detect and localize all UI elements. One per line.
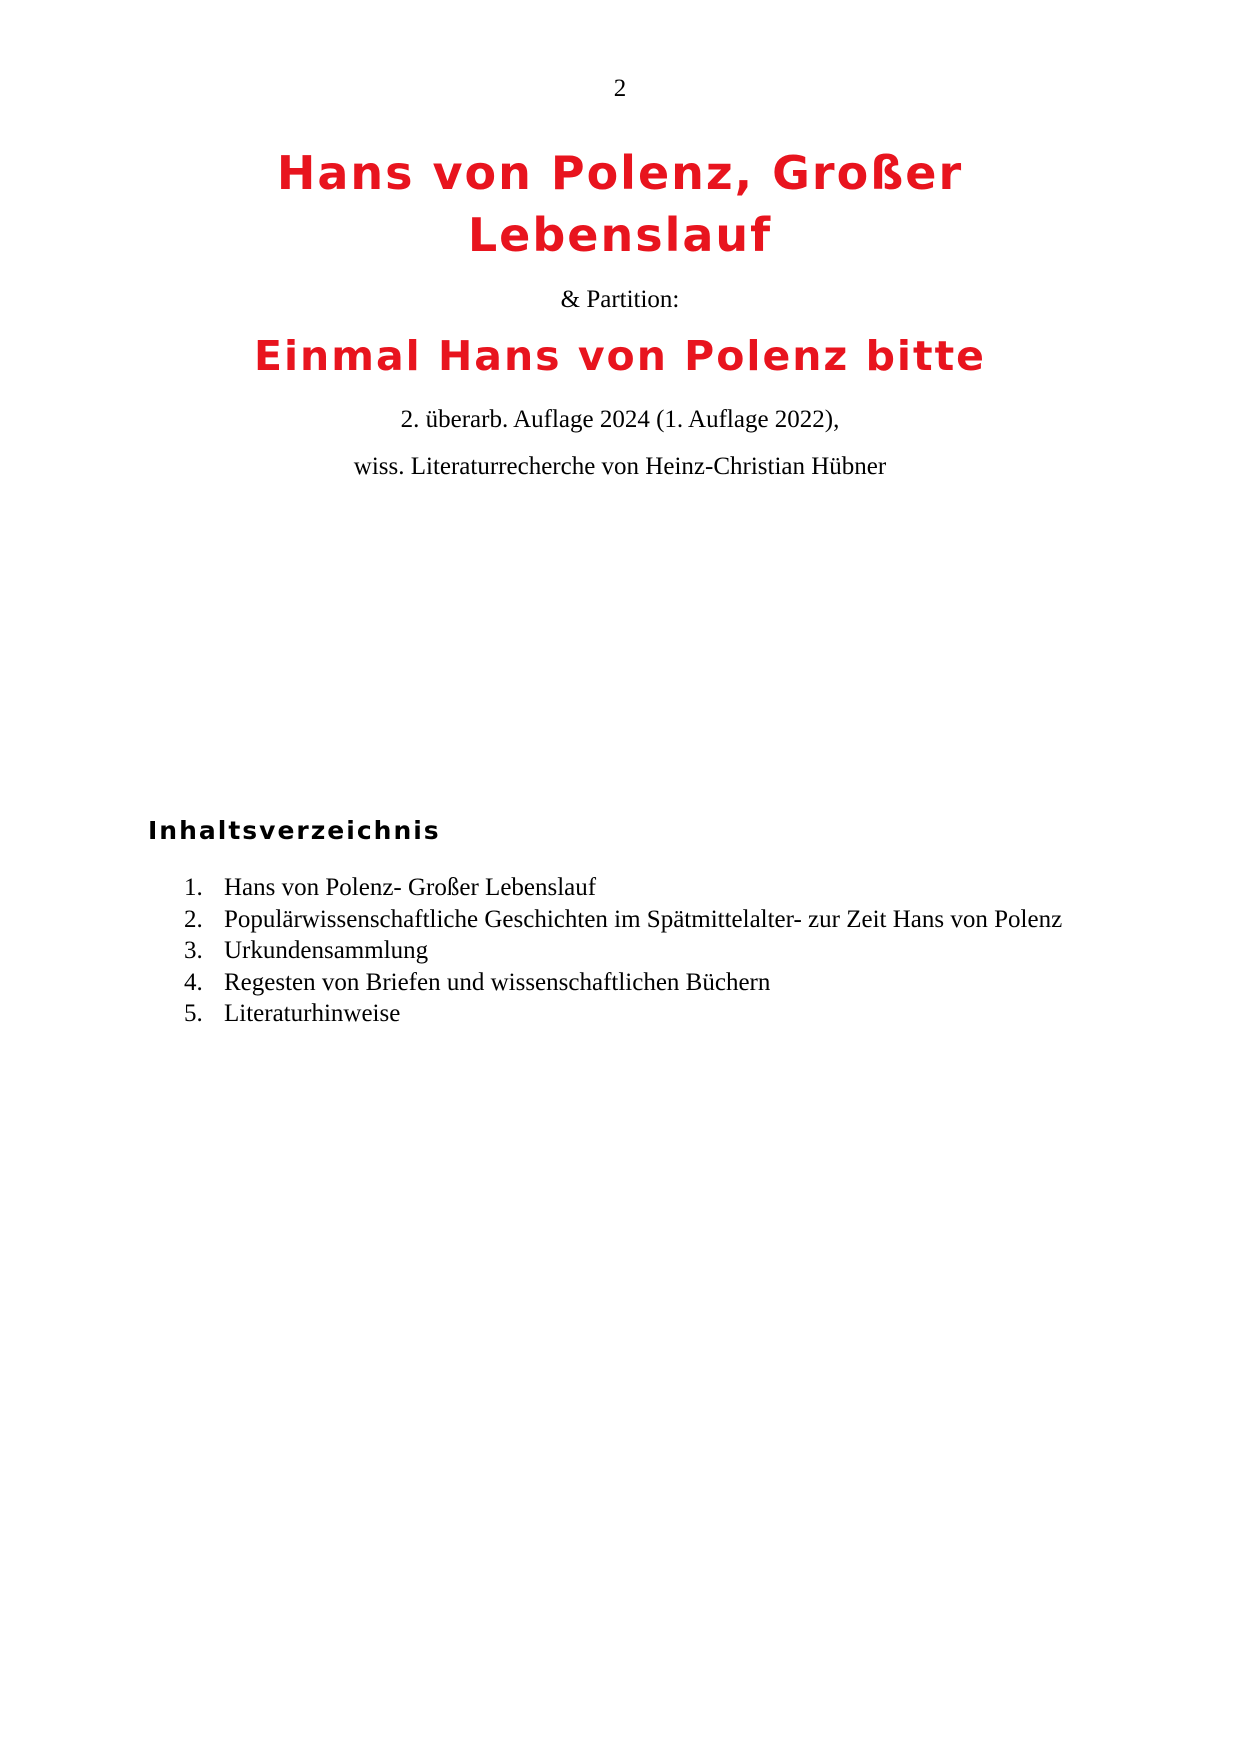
toc-item-number: 5. [184,1000,203,1027]
toc-item-label: Regesten von Briefen und wissenschaftlichen Büchern [224,968,771,996]
toc-list [184,872,1062,1030]
main-title [0,142,1240,266]
toc-item [184,935,1062,967]
toc-item-number: 2. [184,905,203,933]
toc-item-number: 4. [184,968,203,996]
toc-item-label: Literaturhinweise [224,1000,401,1027]
toc-item-label: Hans von Polenz- Großer Lebenslauf [224,874,597,901]
toc-item [184,872,1062,904]
toc-item-label: Populärwissenschaftliche Geschichten im Spätmittelalter- zur Zeit Hans von Polenz [224,905,1063,933]
toc-heading: Inhaltsverzeichnis [148,816,441,845]
edition-note: 2. überarb. Auflage 2024 (1. Auflage 2022), [400,406,840,433]
toc-item [184,998,1062,1030]
second-title: Einmal Hans von Polenz bitte [254,332,986,380]
author-note: wiss. Literaturrecherche von Heinz-Christian Hübner [353,453,887,480]
toc-item [184,904,1062,936]
toc-item-number: 1. [184,874,203,901]
toc-item [184,967,1062,999]
page-number: 2 [613,75,627,102]
subtitle-prefix: & Partition: [560,286,680,313]
main-title-line-2: Lebenslauf [467,208,773,262]
toc-item-number: 3. [184,937,203,964]
main-title-line-1: Hans von Polenz, Großer [276,146,964,200]
toc-item-label: Urkundensammlung [224,937,429,964]
